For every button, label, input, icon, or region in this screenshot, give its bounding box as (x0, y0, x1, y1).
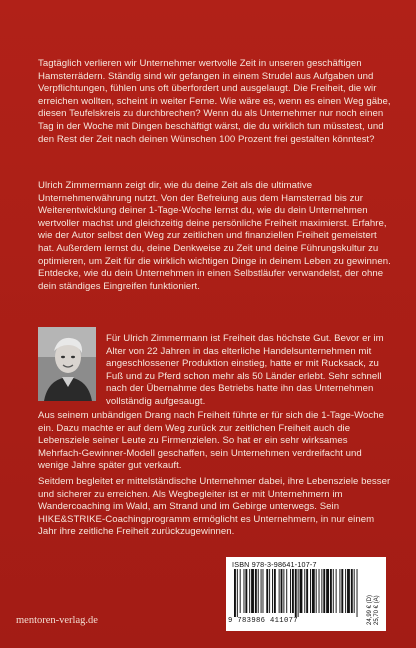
barcode-bar (266, 569, 268, 613)
barcode-bars (232, 569, 362, 617)
barcode-bar (234, 569, 236, 617)
barcode-bar (310, 569, 311, 613)
blurb-main: Ulrich Zimmermann zeigt dir, wie du deine Zeit als die ultimative Unternehmerwährung nutzt. Von der Befreiung aus dem Hamsterrad bis zur Weiterentwicklung deiner 1-Tage-Woche lernst du, wie du dein Unternehmen wertvoller machst und gleichzeitig deine persönliche Freiheit maximierst. Erfahre, wie der Autor selbst den Weg zur zeitlichen und finanziellen Freiheit gemeistert hat. Außerdem lernst du, deine Denkweise zu Zeit und deine Führungskultur zu optimieren, um Zeit für die wirklich wichtigen Dinge in deinem Leben zu gewinnen. Entdecke, wie du dein Unternehmen in einen Selbstläufer verwandelst, der ohne dein ständiges Eingreifen funktioniert. (38, 180, 391, 292)
barcode-bar (240, 569, 241, 613)
barcode-bar (298, 569, 299, 617)
barcode-bar (283, 569, 284, 613)
barcode-bar (255, 569, 257, 613)
barcode-bar (351, 569, 353, 613)
barcode-bar (312, 569, 315, 613)
barcode-bar (341, 569, 343, 613)
barcode-bar (279, 569, 280, 613)
barcode-bar (281, 569, 283, 613)
isbn-label: ISBN 978-3-98641-107-7 (232, 560, 317, 569)
barcode-bar (333, 569, 334, 613)
publisher-url: mentoren-verlag.de (16, 615, 98, 626)
barcode-bar (263, 569, 264, 613)
barcode-bar (249, 569, 250, 613)
barcode-bar (295, 569, 297, 617)
barcode-box (226, 557, 386, 631)
barcode-bar (304, 569, 305, 613)
barcode-bar (237, 569, 238, 617)
barcode-bar (339, 569, 340, 613)
barcode-bar (251, 569, 254, 613)
barcode-bar (306, 569, 308, 613)
author-bio-coaching: Seitdem begleitet er mittelständische Unternehmer dabei, ihre Lebensziele besser und sicherer zu erreichen. Als Wegbegleiter ist er mit Unternehmern im Wandercoaching im Wald, am Strand und im Gebirge unterwegs. Sein HIKE&STRIKE-Coachingprogramm ermöglicht es Unternehmern, in nur einem Jahr ihre zeitliche Freiheit zurückzugewinnen. (38, 476, 391, 538)
barcode-bar (286, 569, 287, 613)
barcode-bar (316, 569, 317, 613)
barcode-bar (347, 569, 350, 613)
barcode-bar (321, 569, 322, 613)
barcode-bar (323, 569, 325, 613)
barcode-bar (319, 569, 320, 613)
blurb-intro: Tagtäglich verlieren wir Unternehmer wertvolle Zeit in unseren geschäftigen Hamsterrädern. Ständig sind wir gefangen in einem Strudel aus Aufgaben und Verpflichtungen, fühlen uns oft überfordert und ausgelaugt. Die Freiheit, die wir erreichen wollten, scheint in weiter Ferne. Wie wäre es, wenn es einen Weg gäbe, diesen Teufelskreis zu durchbrechen? Wenn du als Unternehmer nur noch einen Tag in der Woche mit Dingen beschäftigt wärst, die du wirklich tun müsstest, und den Rest der Zeit nach deinen Wünschen 100 Prozent frei gestalten könntest? (38, 58, 391, 145)
author-photo (38, 327, 96, 401)
barcode-bar (245, 569, 247, 613)
price-austria: 25,70 € (A) (374, 595, 380, 625)
author-bio-intro: Für Ulrich Zimmermann ist Freiheit das höchste Gut. Bevor er im Alter von 22 Jahren in das elterliche Handelsunternehmen mit angeschlossener Produktion einstieg, hatte er mit Rucksack, zu Fuß und zu Pferd schon mehr als 50 Länder erlebt. Sehr schnell nach der Übernahme des Betriebs hatte ihn das Unternehmen vollständig aufgesaugt. (106, 333, 384, 407)
barcode-bar (330, 569, 332, 613)
barcode-bar (258, 569, 259, 613)
barcode-bar (292, 569, 294, 613)
barcode-bar (261, 569, 262, 613)
barcode-bar (354, 569, 355, 613)
price-block (367, 563, 381, 625)
barcode-bar (357, 569, 358, 617)
barcode-bar (336, 569, 337, 613)
author-bio-freedom: Aus seinem unbändigen Drang nach Freiheit führte er für sich die 1-Tage-Woche ein. Dazu machte er auf dem Weg zurück zur zeitlichen Freiheit auch die Lebensziele seiner Leute zu Firmenzielen. So hat er ein sehr wirksames Mehrfach-Gewinner-Modell geschaffen, sein Unternehmen verdreifacht und wenige Jahre später gut verkauft. (38, 410, 385, 472)
barcode-bar (272, 569, 273, 613)
barcode-bar (274, 569, 276, 613)
barcode-bar (244, 569, 245, 613)
barcode-bar (345, 569, 346, 613)
barcode-bar (326, 569, 329, 613)
barcode-bar (300, 569, 303, 613)
barcode-bar (269, 569, 270, 613)
barcode-bar (290, 569, 291, 613)
price-germany: 24,99 € (D) (367, 594, 373, 625)
barcode-digits: 9 783986 411077 (228, 617, 298, 625)
